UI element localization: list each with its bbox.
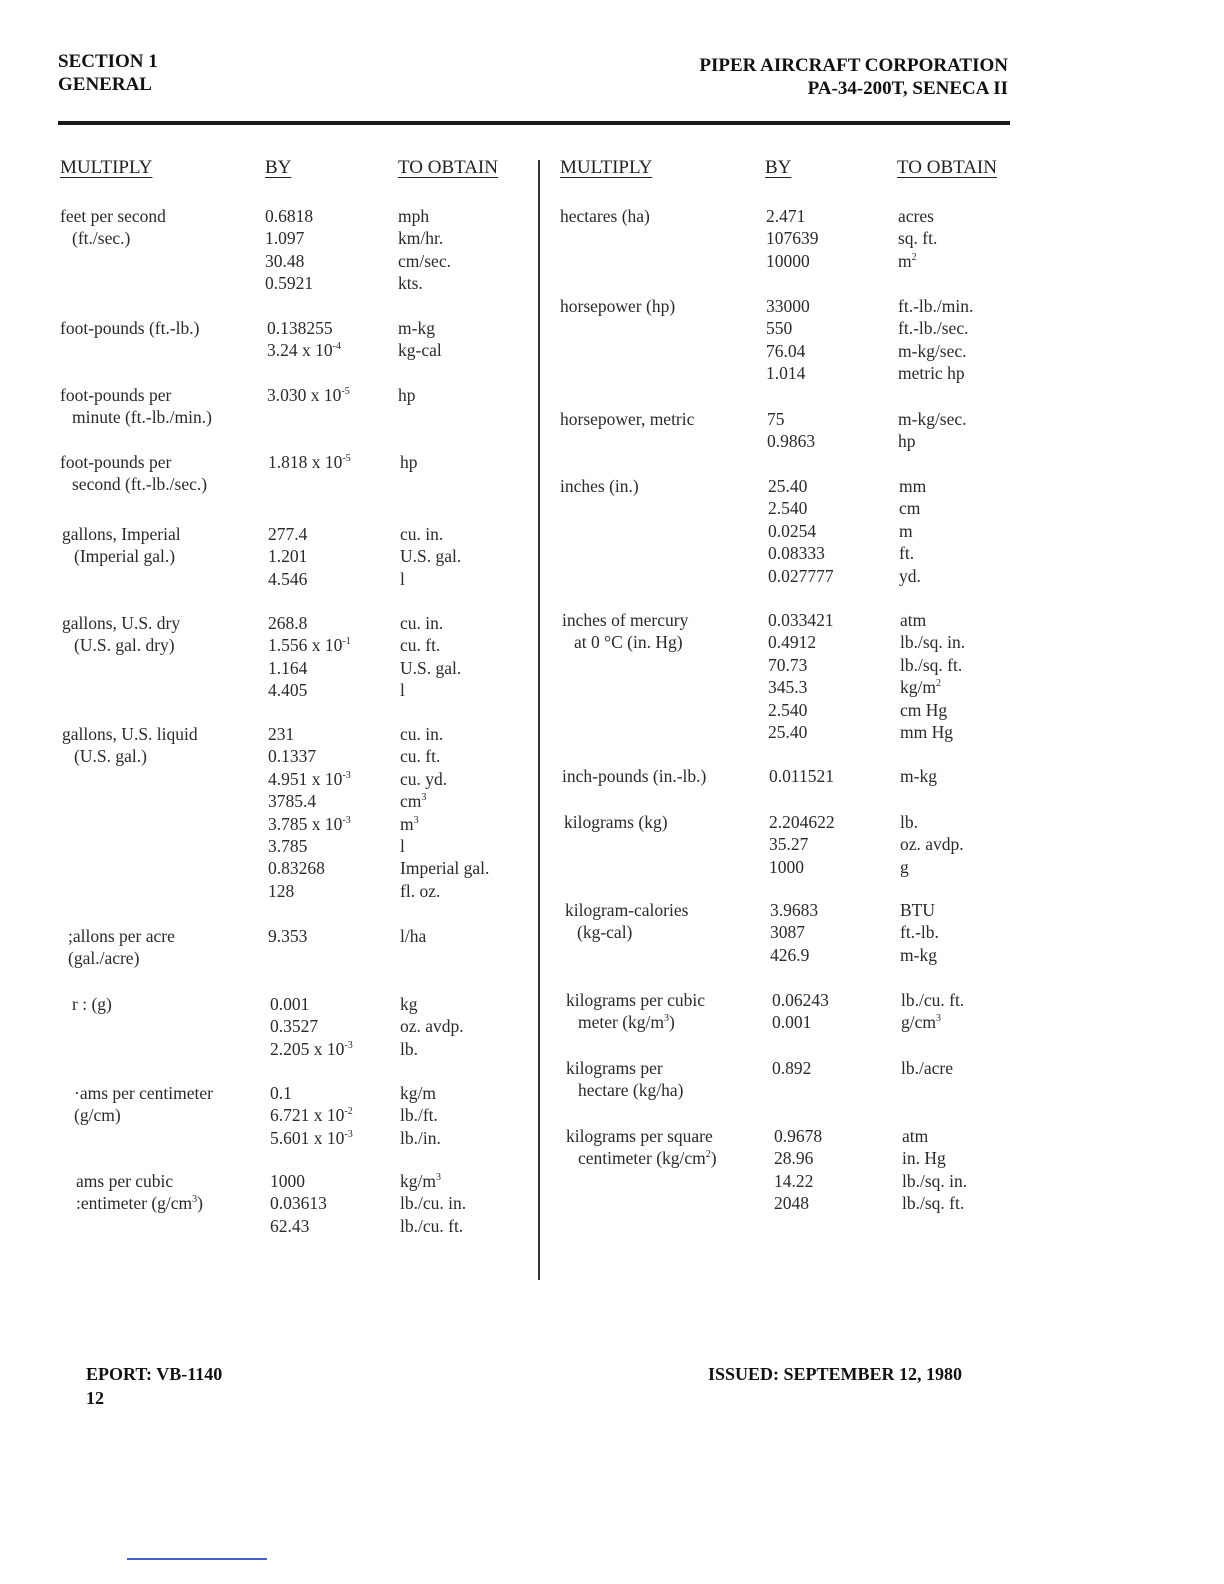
unit-name: hectares (ha)	[560, 206, 650, 226]
result-unit: l	[400, 568, 405, 589]
result-unit: cu. yd.	[400, 768, 448, 789]
factor: 10000	[766, 250, 810, 271]
factor: 6.721 x $10^{-2}$	[270, 1105, 353, 1126]
factor: 25.40	[768, 721, 808, 742]
factor: 2048	[774, 1193, 809, 1214]
result-unit: atm	[900, 610, 927, 630]
result-unit: BTU	[900, 900, 935, 920]
factor: 0.08333	[768, 543, 825, 564]
unit-abbrev: (U.S. gal.)	[74, 746, 147, 767]
factor: 3.24 x $10^{-4}$	[267, 340, 341, 361]
result-unit: kg/m	[400, 1083, 436, 1103]
factor: 2.540	[768, 498, 808, 519]
result-unit: ft.-lb./min.	[898, 296, 974, 316]
unit-abbrev: at 0 °C (in. Hg)	[574, 632, 683, 653]
result-unit: $cm^3$	[400, 791, 427, 812]
exponent: 3	[413, 814, 419, 826]
unit-name: inch-pounds (in.-lb.)	[562, 766, 707, 786]
unit-name: gallons, Imperial	[62, 524, 181, 544]
result-unit: kg	[400, 994, 418, 1014]
result-unit: Imperial gal.	[400, 858, 490, 879]
unit-name: kilograms per cubic	[566, 990, 705, 1010]
factor: 1.014	[766, 363, 806, 384]
exponent: -3	[344, 1039, 353, 1051]
factor: 33000	[766, 296, 810, 316]
result-unit: U.S. gal.	[400, 657, 462, 678]
factor: 0.138255	[267, 318, 333, 338]
factor: 550	[766, 318, 793, 339]
result-unit: lb./sq. in.	[900, 632, 966, 653]
result-unit: acres	[898, 206, 934, 226]
company-name: PIPER AIRCRAFT CORPORATION	[699, 55, 1008, 76]
factor: 1.818 x $10^{-5}$	[268, 452, 351, 472]
factor: 2.471	[766, 206, 806, 226]
result-unit: m-kg	[900, 944, 937, 965]
factor: 4.546	[268, 568, 308, 589]
factor: 0.001	[772, 1012, 812, 1033]
factor: 75	[767, 409, 785, 429]
result-unit: m-kg	[398, 318, 435, 338]
section-label	[58, 50, 158, 96]
factor: 1.201	[268, 546, 308, 567]
unit-abbrev: (U.S. gal. dry)	[74, 635, 175, 656]
result-unit: g	[900, 856, 909, 877]
result-unit: cu. in.	[400, 724, 444, 744]
factor: 0.9678	[774, 1126, 823, 1146]
result-unit: ft.	[899, 543, 915, 564]
factor: 3.785	[268, 835, 308, 856]
factor: 1.556 x $10^{-1}$	[268, 635, 351, 656]
factor: 5.601 x $10^{-3}$	[270, 1127, 353, 1148]
factor: 0.1337	[268, 746, 317, 767]
result-unit: l	[400, 680, 405, 701]
factor: 0.6818	[265, 206, 314, 226]
exponent: 3	[664, 1013, 670, 1025]
unit-name: horsepower, metric	[560, 409, 695, 429]
factor: 28.96	[774, 1148, 814, 1169]
page-number: 12	[86, 1388, 104, 1408]
factor: 0.3527	[270, 1016, 319, 1037]
factor: 0.033421	[768, 610, 834, 630]
factor: 30.48	[265, 250, 305, 271]
factor: 0.001	[270, 994, 310, 1014]
right-header-multiply: MULTIPLY	[560, 157, 653, 178]
factor: 3.785 x $10^{-3}$	[268, 813, 351, 834]
result-unit: U.S. gal.	[400, 546, 462, 567]
unit-abbrev: second (ft.-lb./sec.)	[72, 474, 208, 495]
exponent: 3	[192, 1194, 198, 1206]
result-unit: cu. in.	[400, 524, 444, 544]
factor: 35.27	[769, 834, 809, 855]
exponent: 3	[936, 1013, 941, 1025]
exponent: -3	[342, 814, 351, 826]
factor: 4.405	[268, 680, 308, 701]
factor: 0.892	[772, 1058, 812, 1078]
result-unit: m	[899, 520, 913, 541]
result-unit: atm	[902, 1126, 929, 1146]
unit-name: horsepower (hp)	[560, 296, 676, 316]
result-unit: metric hp	[898, 363, 965, 384]
result-unit: cm/sec.	[398, 250, 451, 271]
header-rule	[58, 121, 1010, 125]
factor: 0.5921	[265, 273, 314, 294]
result-unit: fl. oz.	[400, 880, 441, 901]
exponent: -3	[342, 769, 351, 781]
unit-name: ;allons per acre	[68, 926, 175, 946]
unit-name: feet per second	[60, 206, 166, 226]
column-divider	[538, 160, 540, 1280]
right-header-by: BY	[765, 157, 792, 178]
unit-abbrev: (g/cm)	[74, 1105, 121, 1126]
unit-name: gallons, U.S. liquid	[62, 724, 198, 744]
result-unit: $g/cm^3$	[901, 1012, 941, 1033]
factor: 25.40	[768, 476, 808, 496]
factor: 0.0254	[768, 520, 817, 541]
result-unit: lb./sq. ft.	[900, 654, 963, 675]
result-unit: km/hr.	[398, 228, 444, 249]
issued-date: ISSUED: SEPTEMBER 12, 1980	[708, 1364, 963, 1384]
result-unit: m-kg/sec.	[898, 409, 967, 429]
unit-name: kilogram-calories	[565, 900, 689, 920]
left-header-by: BY	[265, 157, 292, 178]
unit-name: kilograms (kg)	[564, 812, 668, 832]
factor: 3.030 x $10^{-5}$	[267, 385, 350, 405]
exponent: 3	[421, 792, 427, 804]
factor: 0.03613	[270, 1193, 327, 1214]
result-unit: kts.	[398, 273, 423, 294]
result-unit: mm Hg	[900, 721, 953, 742]
factor: 426.9	[770, 944, 810, 965]
factor: 345.3	[768, 677, 808, 698]
unit-abbrev: (Imperial gal.)	[74, 546, 176, 567]
factor: 62.43	[270, 1215, 310, 1236]
company-label	[699, 54, 1008, 100]
result-unit: cm Hg	[900, 699, 948, 720]
result-unit: $kg/m^2$	[900, 677, 941, 698]
factor: 9.353	[268, 926, 308, 946]
factor: 0.027777	[768, 565, 834, 586]
result-unit: m-kg	[900, 766, 937, 786]
unit-abbrev: meter $(kg/m^3)$	[578, 1012, 675, 1033]
unit-name: ·ams per centimeter	[74, 1083, 213, 1103]
result-unit: oz. avdp.	[900, 834, 964, 855]
factor: 1.097	[265, 228, 305, 249]
factor: 76.04	[766, 340, 806, 361]
right-header-obtain: TO OBTAIN	[897, 157, 997, 178]
factor: 128	[268, 880, 295, 901]
factor: 1000	[769, 856, 804, 877]
factor: 0.83268	[268, 858, 325, 879]
result-unit: $m^3$	[400, 813, 419, 834]
result-unit: lb./acre	[901, 1058, 953, 1078]
exponent: 2	[911, 251, 917, 263]
unit-abbrev: hectare (kg/ha)	[578, 1080, 684, 1101]
result-unit: kg-cal	[398, 340, 442, 361]
result-unit: cu. in.	[400, 613, 444, 633]
result-unit: m-kg/sec.	[898, 340, 967, 361]
exponent: -5	[341, 386, 350, 397]
result-unit: cu. ft.	[400, 746, 441, 767]
factor: 2.540	[768, 699, 808, 720]
factor: 0.1	[270, 1083, 292, 1103]
factor: 1.164	[268, 657, 308, 678]
unit-name: inches (in.)	[560, 476, 639, 496]
factor: 268.8	[268, 613, 308, 633]
section-number: SECTION 1	[58, 51, 158, 72]
result-unit: l/ha	[400, 926, 427, 946]
factor: 107639	[766, 228, 819, 249]
unit-abbrev: (kg-cal)	[577, 922, 633, 943]
exponent: -1	[342, 636, 351, 648]
result-unit: l	[400, 835, 405, 856]
result-unit: ft.-lb.	[900, 922, 939, 943]
unit-abbrev: :entimeter $(g/cm^3)$	[76, 1193, 203, 1214]
unit-abbrev: (ft./sec.)	[72, 228, 131, 249]
unit-name: r : (g)	[72, 994, 112, 1014]
factor: 0.4912	[768, 632, 817, 653]
factor: 4.951 x $10^{-3}$	[268, 768, 351, 789]
unit-abbrev: (gal./acre)	[68, 948, 140, 969]
unit-name: kilograms per square	[566, 1126, 713, 1146]
factor: 2.205 x $10^{-3}$	[270, 1038, 353, 1059]
result-unit: $kg/m^3$	[400, 1171, 441, 1191]
result-unit: hp	[400, 452, 418, 472]
unit-name: foot-pounds per	[60, 385, 172, 405]
result-unit: sq. ft.	[898, 228, 938, 249]
factor: 1000	[270, 1171, 305, 1191]
factor: 0.011521	[769, 766, 834, 786]
result-unit: lb./ft.	[400, 1105, 438, 1126]
margin-line	[127, 1558, 267, 1560]
unit-name: kilograms per	[566, 1058, 663, 1078]
factor: 0.9863	[767, 431, 816, 452]
exponent: -5	[342, 453, 351, 464]
result-unit: oz. avdp.	[400, 1016, 464, 1037]
result-unit: lb./cu. ft.	[400, 1215, 464, 1236]
result-unit: in. Hg	[902, 1148, 946, 1169]
result-unit: lb.	[900, 812, 918, 832]
exponent: -4	[332, 341, 341, 353]
section-title: GENERAL	[58, 74, 152, 95]
factor: 3087	[770, 922, 805, 943]
result-unit: yd.	[899, 565, 921, 586]
unit-name: foot-pounds (ft.-lb.)	[60, 318, 200, 338]
result-unit: cu. ft.	[400, 635, 441, 656]
factor: 231	[268, 724, 295, 744]
result-unit: hp	[898, 431, 916, 452]
factor: 3785.4	[268, 791, 317, 812]
result-unit: lb./sq. ft.	[902, 1193, 965, 1214]
factor: 0.06243	[772, 990, 829, 1010]
factor: 3.9683	[770, 900, 819, 920]
result-unit: mph	[398, 206, 430, 226]
result-unit: $m^2$	[898, 250, 917, 271]
result-unit: lb./in.	[400, 1127, 441, 1148]
unit-abbrev: minute (ft.-lb./min.)	[72, 407, 212, 428]
unit-name: ams per cubic	[76, 1171, 174, 1191]
result-unit: lb./cu. in.	[400, 1193, 467, 1214]
factor: 277.4	[268, 524, 308, 544]
exponent: 3	[435, 1172, 441, 1183]
factor: 70.73	[768, 654, 808, 675]
unit-abbrev: centimeter $(kg/cm^2)$	[578, 1148, 717, 1169]
result-unit: lb.	[400, 1038, 418, 1059]
exponent: -2	[344, 1106, 353, 1118]
left-header-obtain: TO OBTAIN	[398, 157, 498, 178]
result-unit: lb./cu. ft.	[901, 990, 965, 1010]
factor: 14.22	[774, 1170, 814, 1191]
exponent: 2	[935, 678, 941, 690]
result-unit: hp	[398, 385, 416, 405]
report-number: EPORT: VB-1140	[86, 1364, 223, 1384]
factor: 2.204622	[769, 812, 835, 832]
report-footer	[86, 1362, 222, 1410]
unit-name: foot-pounds per	[60, 452, 172, 472]
result-unit: cm	[899, 498, 921, 519]
exponent: -3	[344, 1128, 353, 1140]
result-unit: lb./sq. in.	[902, 1170, 968, 1191]
left-header-multiply: MULTIPLY	[60, 157, 153, 178]
result-unit: ft.-lb./sec.	[898, 318, 969, 339]
exponent: 2	[705, 1149, 711, 1161]
unit-name: gallons, U.S. dry	[62, 613, 181, 633]
unit-name: inches of mercury	[562, 610, 689, 630]
aircraft-model: PA-34-200T, SENECA II	[807, 78, 1008, 99]
result-unit: mm	[899, 476, 927, 496]
